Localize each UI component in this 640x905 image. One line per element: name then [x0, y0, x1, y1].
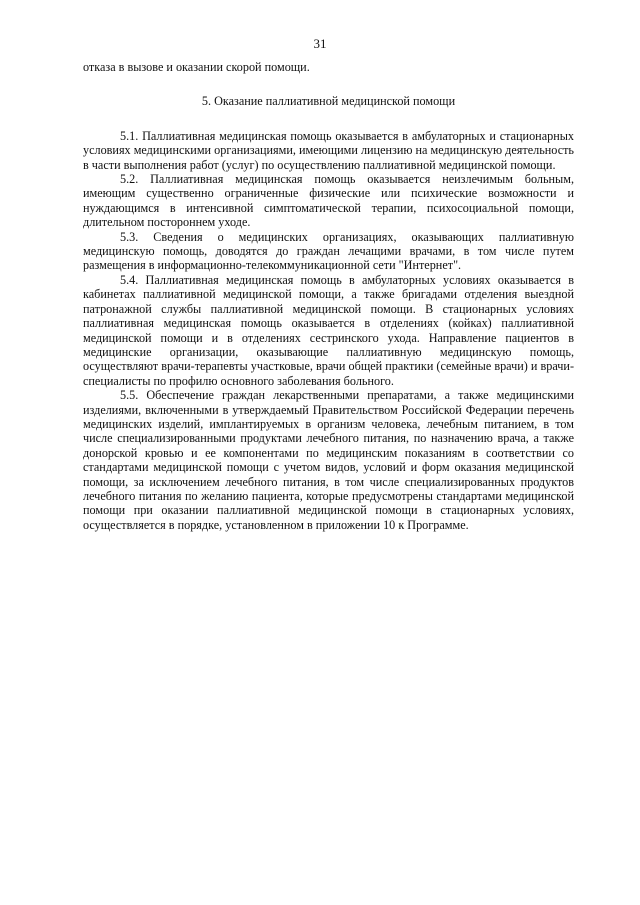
paragraph-5-5: 5.5. Обеспечение граждан лекарственными препаратами, а также медицинскими изделиями, включенными в утверждаемый Правительством Российской Федерации перечень медицинских изделий, имплантируемых в организм человека, лечебным питанием, в том числе специализированными продуктами лечебного питания, по назначению врача, а также донорской кровью и ее компонентами по медицинским показаниям в соответствии со стандартами медицинской помощи с учетом видов, условий и форм оказания медицинской помощи, за исключением лечебного питания, в том числе специализированных продуктов лечебного питания по желанию пациента, которые предусмотрены стандартами медицинской помощи при оказании паллиативной медицинской помощи в стационарных условиях, осуществляется в порядке, установленном в приложении 10 к Программе. [83, 388, 574, 532]
page-number: 31 [313, 36, 327, 51]
section-title: 5. Оказание паллиативной медицинской помощи [201, 94, 456, 109]
continuation-line: отказа в вызове и оказании скорой помощи. [83, 60, 310, 74]
paragraph-5-1: 5.1. Паллиативная медицинская помощь оказывается в амбулаторных и стационарных условиях медицинскими организациями, имеющими лицензию на медицинскую деятельность в части выполнения работ (услуг) по осуществлению паллиативной медицинской помощи. [83, 128, 574, 172]
paragraph-5-2: 5.2. Паллиативная медицинская помощь оказывается неизлечимым больным, имеющим существенно ограниченные физические или психические возможности и нуждающимся в интенсивной симптоматической терапии, психосоциальной помощи, длительном постороннем уходе. [83, 172, 574, 230]
paragraph-5-3: 5.3. Сведения о медицинских организациях, оказывающих паллиативную медицинскую помощь, доводятся до граждан лечащими врачами, в том числе путем размещения в информационно-телекоммуникационной сети "Интернет". [83, 229, 574, 273]
paragraph-5-4: 5.4. Паллиативная медицинская помощь в амбулаторных условиях оказывается в кабинетах паллиативной медицинской помощи, а также бригадами отделения выездной патронажной службы паллиативной медицинской помощи. В стационарных условиях паллиативная медицинская помощь оказывается в отделениях (койках) паллиативной медицинской помощи и в отделениях сестринского ухода. Направление пациентов в медицинские организации, оказывающие паллиативную медицинскую помощь, осуществляют врачи-терапевты участковые, врачи общей практики (семейные врачи) и врачи-специалисты по профилю основного заболевания больного. [83, 272, 574, 388]
document-body [83, 60, 574, 532]
